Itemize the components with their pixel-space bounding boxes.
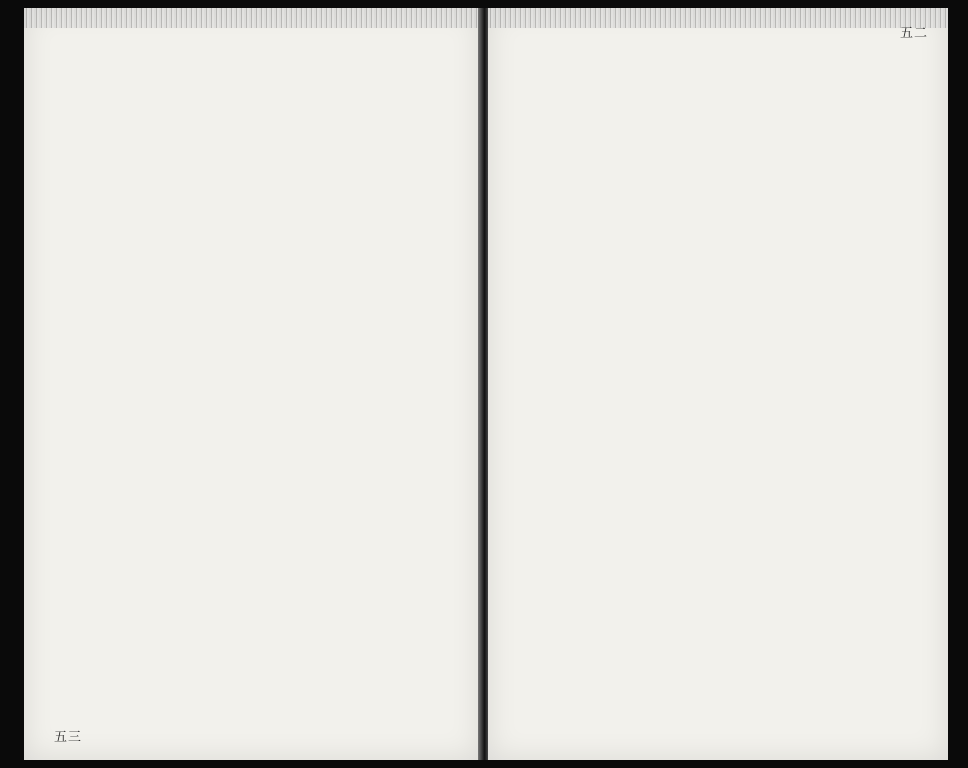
left-page-text — [82, 64, 452, 729]
page-number: 五二 — [900, 26, 929, 41]
page-edge-texture — [24, 8, 480, 28]
left-page — [24, 8, 480, 760]
right-page-text — [526, 64, 936, 729]
page-edge-texture — [488, 8, 948, 28]
page-number: 五三 — [54, 730, 83, 745]
right-page — [488, 8, 948, 760]
